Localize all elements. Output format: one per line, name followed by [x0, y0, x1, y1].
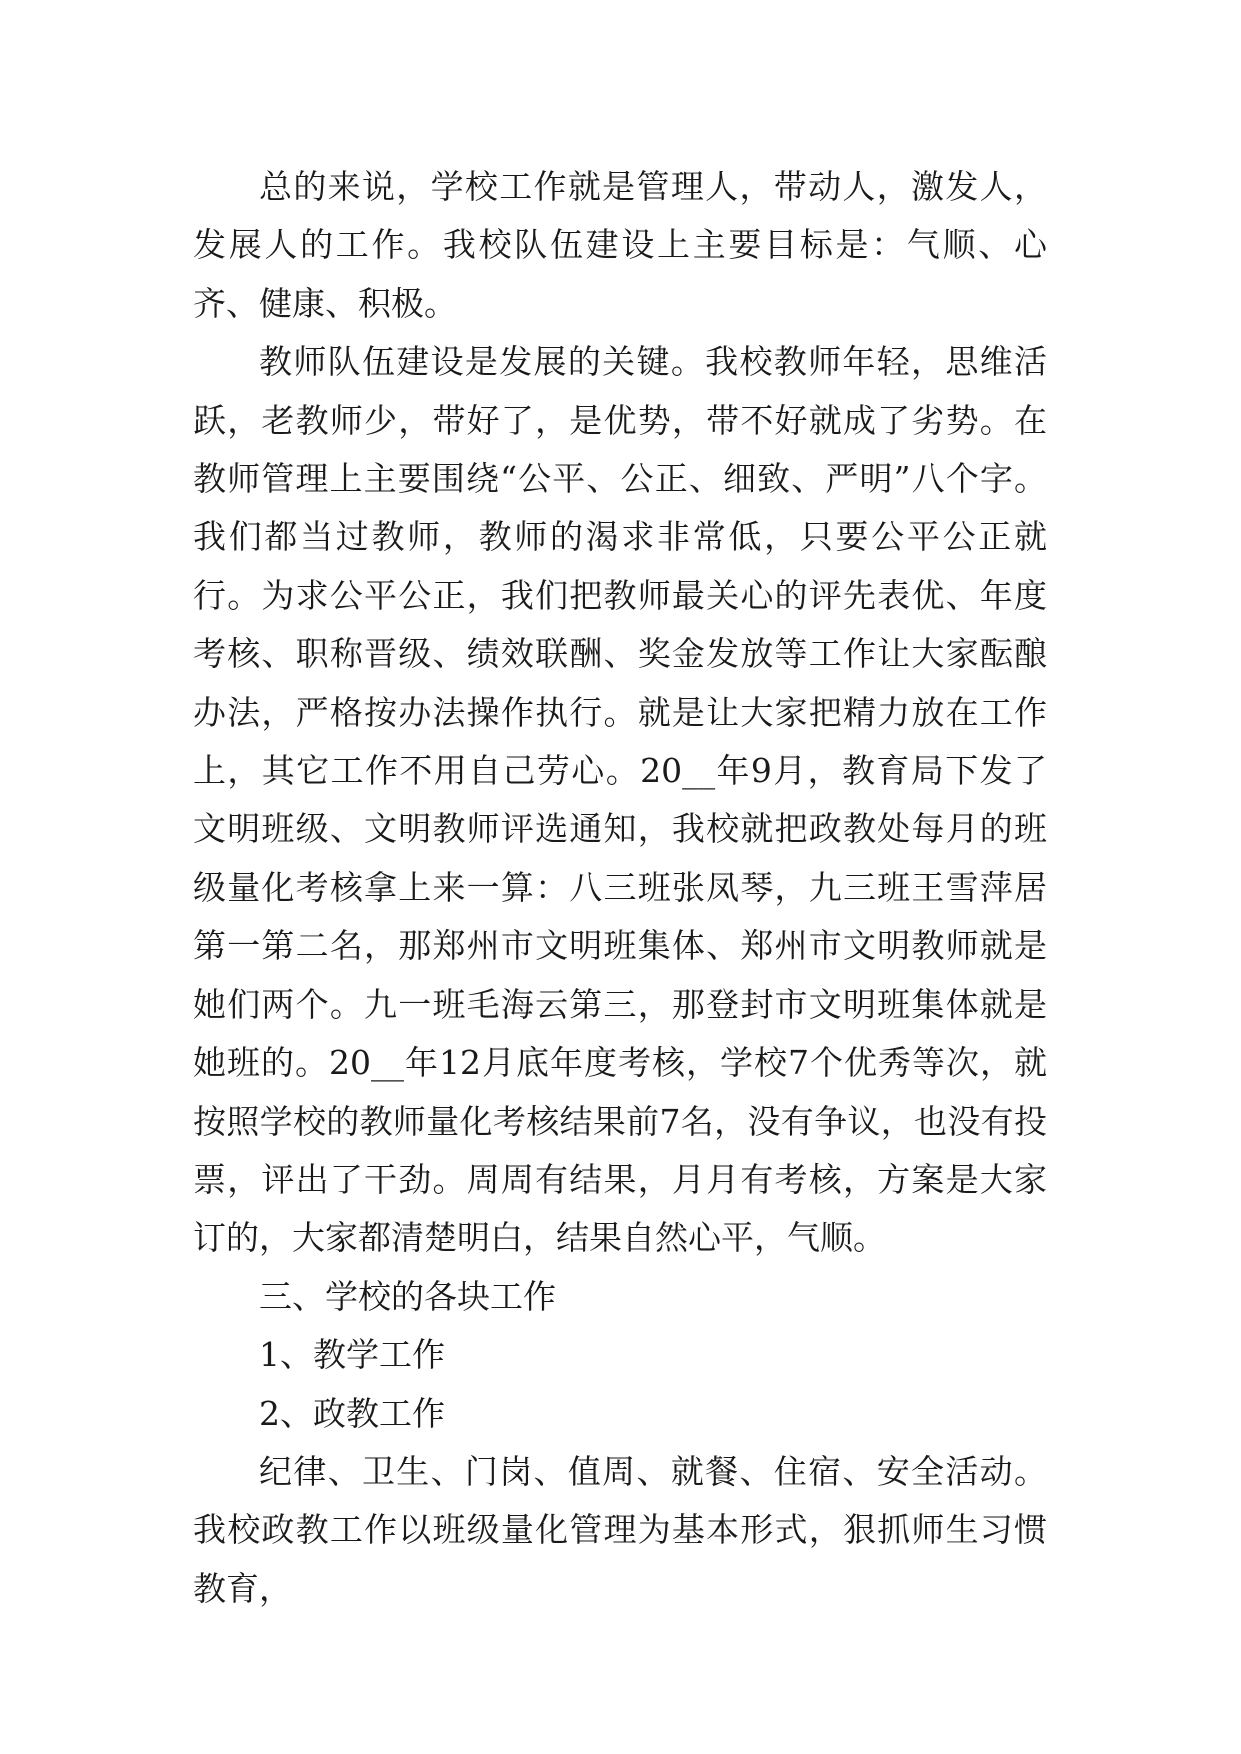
section-heading-school-work: 三、学校的各块工作	[259, 1276, 556, 1316]
subheading-teaching-work: 1、教学工作	[259, 1335, 445, 1375]
document-body	[193, 158, 1047, 1618]
subheading-political-education-work: 2、政教工作	[259, 1393, 445, 1433]
paragraph-summary: 总的来说，学校工作就是管理人，带动人，激发人，发展人的工作。我校队伍建设上主要目标是：气顺、心齐、健康、积极。	[193, 167, 1047, 323]
paragraph-political-education: 纪律、卫生、门岗、值周、就餐、住宿、安全活动。我校政教工作以班级量化管理为基本形式，狠抓师生习惯教育，	[193, 1451, 1047, 1608]
paragraph-teacher-team: 教师队伍建设是发展的关键。我校教师年轻，思维活跃，老教师少，带好了，是优势，带不好就成了劣势。在教师管理上主要围绕“公平、公正、细致、严明”八个字。我们都当过教师，教师的渴求非常低，只要公平公正就行。为求公平公正，我们把教师最关心的评先表优、年度考核、职称晋级、绩效联酬、奖金发放等工作让大家酝酿办法，严格按办法操作执行。就是让大家把精力放在工作上，其它工作不用自己劳心。20__年9月，教育局下发了文明班级、文明教师评选通知，我校就把政教处每月的班级量化考核拿上来一算：八三班张凤琴，九三班王雪萍居第一第二名，那郑州市文明班集体、郑州市文明教师就是她们两个。九一班毛海云第三，那登封市文明班集体就是她班的。20__年12月底年度考核，学校7个优秀等次，就按照学校的教师量化考核结果前7名，没有争议，也没有投票，评出了干劲。周周有结果，月月有考核，方案是大家订的，大家都清楚明白，结果自然心平，气顺。	[193, 342, 1047, 1258]
